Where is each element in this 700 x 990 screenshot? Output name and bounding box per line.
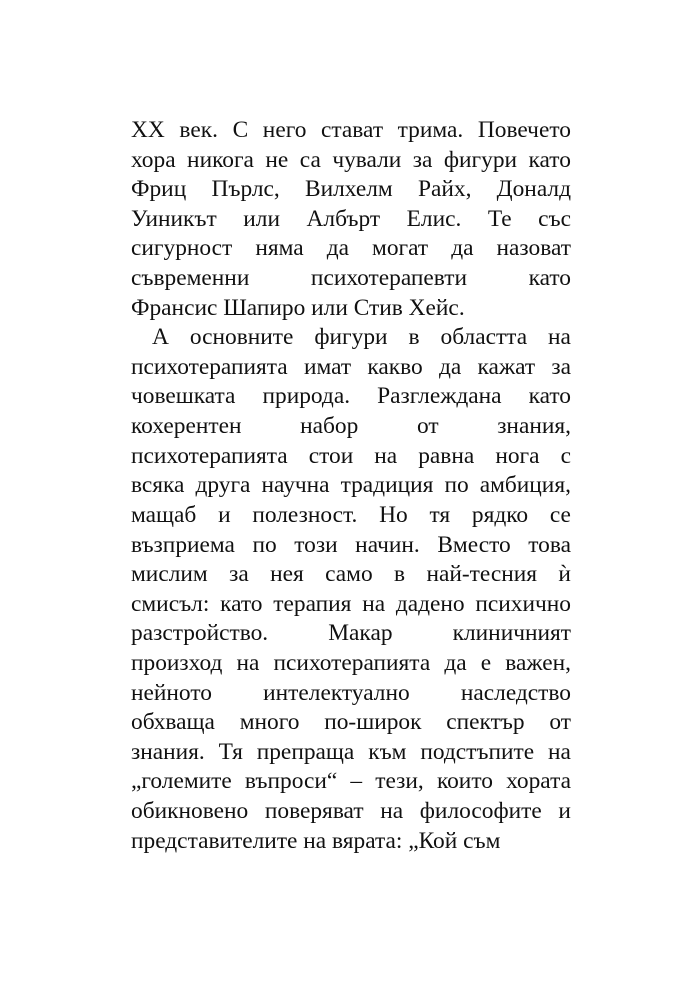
- word: дадено: [395, 590, 465, 617]
- word: „Кой: [408, 827, 458, 854]
- word: фигури: [314, 324, 388, 351]
- word: или: [243, 205, 280, 232]
- word: които: [436, 768, 493, 795]
- word: XX: [131, 117, 165, 143]
- word: начин.: [355, 531, 420, 558]
- word: или: [311, 294, 348, 321]
- word: да: [438, 353, 462, 380]
- word: Стив: [353, 294, 403, 321]
- word: няма: [255, 235, 304, 262]
- word: да: [326, 235, 349, 262]
- word: психотерапията: [131, 353, 288, 380]
- word: сигурност: [131, 235, 233, 262]
- word: стават: [321, 117, 384, 143]
- word: психотерапията: [273, 649, 431, 676]
- word: друга: [195, 472, 251, 499]
- word: никога: [187, 146, 254, 173]
- word: Хейс.: [408, 294, 465, 321]
- word: наследство: [460, 679, 571, 706]
- text-line: [131, 619, 571, 649]
- word: по: [252, 531, 277, 558]
- word: най-тесния: [426, 561, 538, 588]
- word: кохерентен: [131, 413, 242, 440]
- word: Макар: [328, 620, 393, 647]
- word: могат: [372, 235, 429, 262]
- word: Пърлс,: [211, 176, 280, 203]
- word: на: [362, 590, 386, 617]
- word: поверяват: [264, 798, 364, 825]
- text-line: [131, 382, 571, 412]
- text-line: [131, 234, 571, 264]
- word: Вместо: [437, 531, 511, 558]
- word: произход: [131, 649, 223, 676]
- word: обхваща: [131, 709, 215, 736]
- word: на: [303, 827, 327, 854]
- word: Разглеждана: [377, 383, 502, 410]
- word: в: [408, 324, 420, 351]
- word: Шапиро: [223, 294, 306, 321]
- text-line: [131, 294, 571, 324]
- word: терапия: [273, 590, 352, 617]
- word: какво: [367, 353, 423, 380]
- word: век.: [179, 117, 218, 143]
- word: Уиникът: [131, 205, 217, 232]
- body-text: [131, 116, 571, 856]
- word: като: [528, 383, 571, 410]
- word: по: [444, 472, 469, 499]
- word: фигури: [443, 146, 518, 173]
- word: с: [560, 442, 571, 469]
- word: само: [325, 561, 373, 588]
- word: и: [218, 501, 231, 528]
- word: философите: [419, 798, 542, 825]
- word: набор: [300, 413, 359, 440]
- word: по-широк: [324, 709, 422, 736]
- word: вярата:: [332, 827, 403, 854]
- word: представителите: [131, 827, 298, 854]
- word: Вилхелм: [304, 176, 393, 203]
- word: ѝ: [558, 561, 571, 588]
- word: основните: [189, 324, 294, 351]
- word: стои: [308, 442, 354, 469]
- word: кажат: [477, 353, 536, 380]
- word: на: [374, 442, 398, 469]
- word: Но: [379, 501, 408, 528]
- text-line: [131, 501, 571, 531]
- word: да: [451, 235, 474, 262]
- word: трима.: [397, 117, 464, 143]
- word: областта: [440, 324, 528, 351]
- text-line: [131, 590, 571, 620]
- text-line: [131, 560, 571, 590]
- word: човешката: [131, 383, 236, 410]
- word: важен,: [505, 649, 571, 676]
- word: Райх,: [417, 176, 472, 203]
- text-line: [131, 353, 571, 383]
- word: А: [152, 324, 169, 351]
- word: това: [528, 531, 571, 558]
- word: разстройство.: [131, 620, 269, 647]
- word: Доналд: [496, 176, 571, 203]
- word: е: [480, 649, 492, 676]
- word: Албърт: [306, 205, 381, 232]
- text-line: [131, 442, 571, 472]
- word: природа.: [262, 383, 351, 410]
- word: да: [444, 649, 467, 676]
- word: С: [232, 117, 249, 143]
- text-line: [131, 264, 571, 294]
- word: за: [229, 561, 249, 588]
- word: знания,: [497, 413, 571, 440]
- word: всяка: [131, 472, 185, 499]
- text-line: [131, 649, 571, 679]
- word: равна: [418, 442, 475, 469]
- word: в: [394, 561, 406, 588]
- word: на: [548, 324, 571, 351]
- word: рядко: [471, 501, 529, 528]
- word: „големите: [131, 768, 232, 795]
- word: нея: [270, 561, 304, 588]
- word: на: [380, 798, 404, 825]
- word: полезност.: [252, 501, 358, 528]
- word: от: [549, 709, 571, 736]
- word: не: [265, 146, 289, 173]
- word: препраща: [256, 738, 355, 765]
- word: чували: [332, 146, 402, 173]
- word: традиция: [340, 472, 434, 499]
- text-line: [131, 708, 571, 738]
- word: психотерапевти: [310, 265, 468, 292]
- text-line: [131, 205, 571, 235]
- word: нейното: [131, 679, 212, 706]
- word: със: [538, 205, 571, 232]
- word: смисъл:: [131, 590, 210, 617]
- text-line: [131, 827, 571, 857]
- word: интелектуално: [263, 679, 410, 706]
- word: се: [549, 501, 571, 528]
- word: мащаб: [131, 501, 197, 528]
- word: за: [412, 146, 433, 173]
- word: мислим: [131, 561, 208, 588]
- word: назоват: [496, 235, 571, 262]
- text-line: [131, 797, 571, 827]
- word: клиничният: [452, 620, 571, 647]
- word: психотерапията: [131, 442, 288, 469]
- word: психично: [475, 590, 571, 617]
- word: съм: [463, 827, 501, 854]
- word: Тя: [218, 738, 243, 765]
- word: знания.: [131, 738, 205, 765]
- word: –: [350, 768, 363, 795]
- word: въпроси“: [244, 768, 338, 795]
- word: тези,: [375, 768, 424, 795]
- text-line: [131, 471, 571, 501]
- word: подстъпите: [420, 738, 535, 765]
- word: като: [528, 146, 571, 173]
- word: много: [239, 709, 300, 736]
- word: Повечето: [477, 117, 571, 143]
- word: нога: [495, 442, 540, 469]
- word: обикновено: [131, 798, 249, 825]
- text-line: [131, 738, 571, 768]
- word: към: [368, 738, 407, 765]
- word: Фриц: [131, 176, 187, 203]
- word: от: [416, 413, 439, 440]
- word: като: [220, 590, 263, 617]
- word: амбиция,: [479, 472, 571, 499]
- word: за: [551, 353, 571, 380]
- text-line: [131, 531, 571, 561]
- word: този: [294, 531, 338, 558]
- word: съвременни: [131, 265, 250, 292]
- word: на: [548, 738, 571, 765]
- word: Франсис: [131, 294, 218, 321]
- word: хората: [506, 768, 571, 795]
- text-line: [131, 146, 571, 176]
- word: него: [262, 117, 307, 143]
- text-line: [131, 767, 571, 797]
- word: са: [299, 146, 321, 173]
- word: и: [558, 798, 571, 825]
- word: хора: [131, 146, 176, 173]
- word: спектър: [446, 709, 525, 736]
- word: възприема: [131, 531, 235, 558]
- text-line: [131, 175, 571, 205]
- word: имат: [303, 353, 352, 380]
- word: тя: [429, 501, 451, 528]
- word: Елис.: [406, 205, 462, 232]
- text-line: [131, 323, 571, 353]
- text-line: [131, 116, 571, 146]
- word: като: [528, 265, 571, 292]
- word: Те: [487, 205, 512, 232]
- word: на: [236, 649, 260, 676]
- text-line: [131, 412, 571, 442]
- word: научна: [261, 472, 330, 499]
- text-line: [131, 679, 571, 709]
